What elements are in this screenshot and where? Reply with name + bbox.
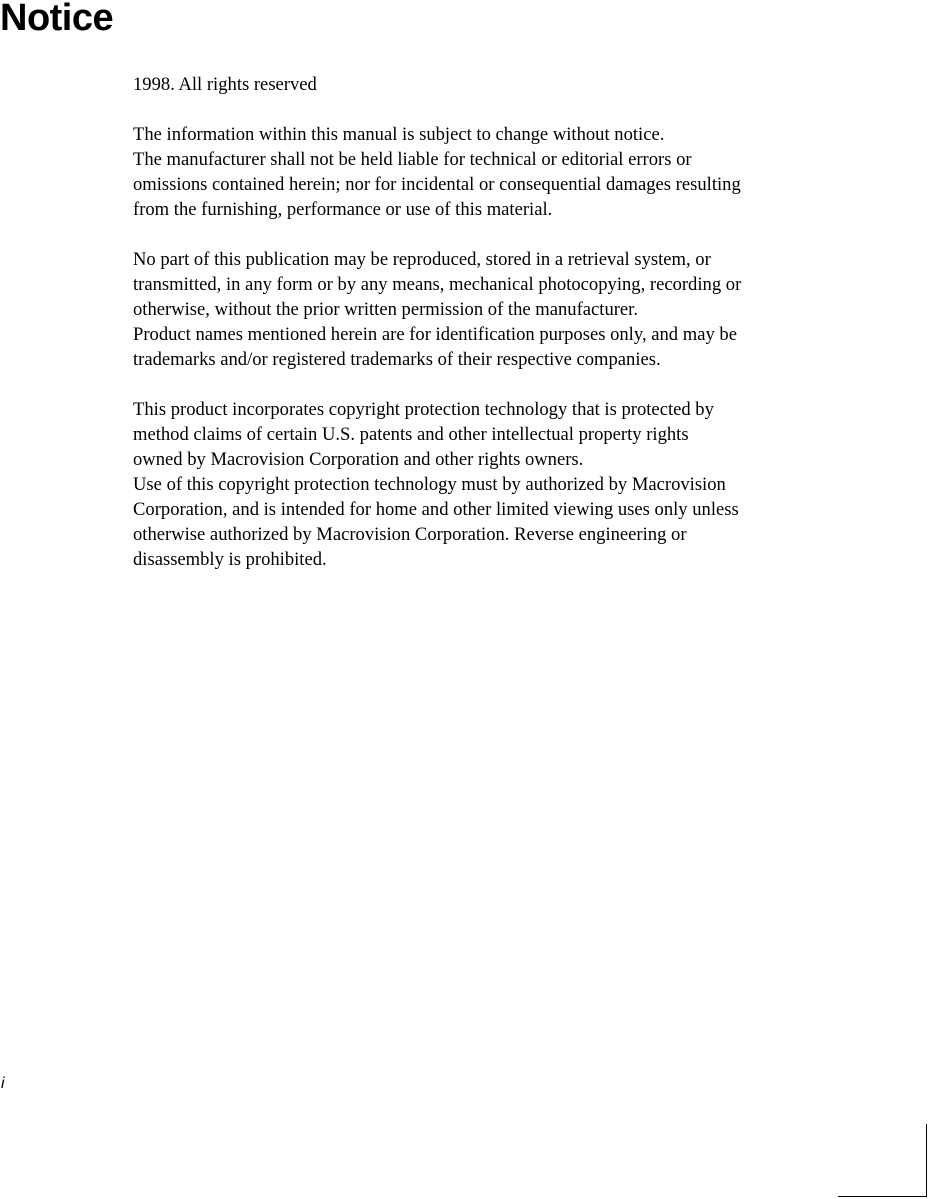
paragraph-line: otherwise authorized by Macrovision Corporation. Reverse engineering or: [133, 524, 687, 545]
paragraph-line: otherwise, without the prior written permission of the manufacturer.: [133, 299, 638, 320]
paragraph-line: owned by Macrovision Corporation and other rights owners.: [133, 449, 584, 470]
paragraph-line: This product incorporates copyright protection technology that is protected by: [133, 399, 714, 420]
paragraph-line: transmitted, in any form or by any means, mechanical photocopying, recording or: [133, 274, 742, 295]
paragraph-line: Product names mentioned herein are for identification purposes only, and may be: [133, 324, 737, 345]
paragraph-line: disassembly is prohibited.: [133, 549, 327, 570]
paragraph-line: The manufacturer shall not be held liable for technical or editorial errors or: [133, 149, 692, 170]
paragraph-line: No part of this publication may be reproduced, stored in a retrieval system, or: [133, 249, 711, 270]
macrovision-paragraph: [133, 397, 823, 572]
paragraph-line: The information within this manual is subject to change without notice.: [133, 124, 665, 145]
paragraph-line: trademarks and/or registered trademarks of their respective companies.: [133, 349, 661, 370]
crop-mark-horizontal: [838, 1196, 927, 1197]
paragraph-line: from the furnishing, performance or use of this material.: [133, 199, 553, 220]
liability-paragraph: [133, 122, 823, 222]
page-number: i: [1, 1075, 5, 1092]
notice-body: [133, 72, 823, 597]
paragraph-line: Corporation, and is intended for home and other limited viewing uses only unless: [133, 499, 739, 520]
copyright-paragraph: [133, 72, 823, 97]
paragraph-line: 1998. All rights reserved: [133, 74, 317, 95]
paragraph-line: Use of this copyright protection technology must by authorized by Macrovision: [133, 474, 726, 495]
crop-mark-vertical: [926, 1124, 927, 1197]
paragraph-line: omissions contained herein; nor for incidental or consequential damages resulting: [133, 174, 741, 195]
page-title: Notice: [0, 0, 114, 39]
paragraph-line: method claims of certain U.S. patents and other intellectual property rights: [133, 424, 689, 445]
reproduction-paragraph: [133, 247, 823, 372]
